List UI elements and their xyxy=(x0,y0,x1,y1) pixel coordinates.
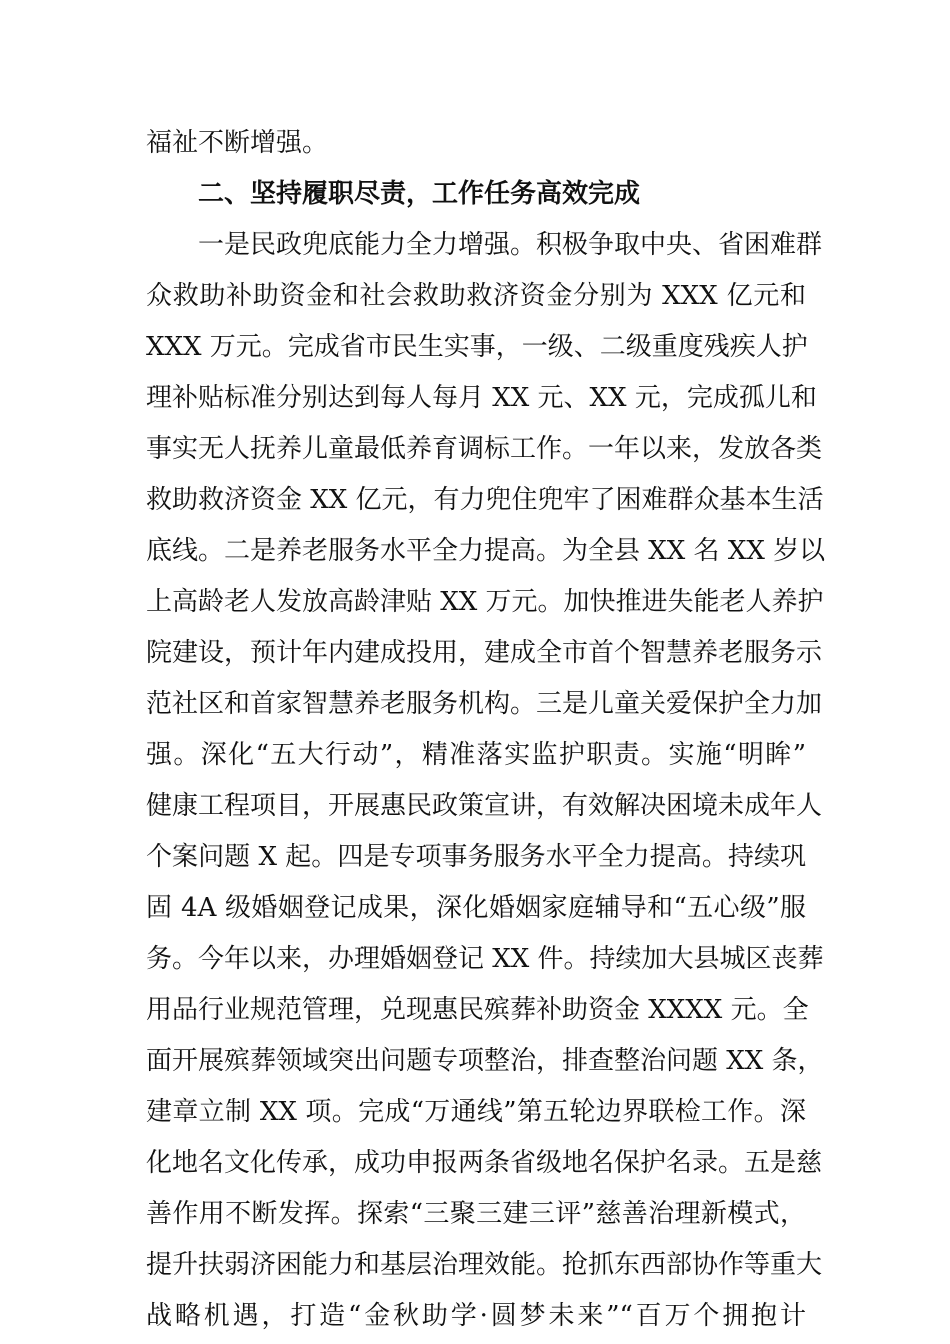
paragraph-line: 众救助补助资金和社会救助救济资金分别为 XXX 亿元和 xyxy=(146,281,806,311)
paragraph-line: 理补贴标准分别达到每人每月 XX 元、XX 元，完成孤儿和 xyxy=(146,383,817,413)
paragraph-line: 化地名文化传承，成功申报两条省级地名保护名录。五是慈 xyxy=(146,1148,823,1178)
paragraph-line: 面开展殡葬领域突出问题专项整治，排查整治问题 XX 条， xyxy=(146,1046,824,1076)
paragraph-line: 固 4A 级婚姻登记成果，深化婚姻家庭辅导和“五心级”服 xyxy=(146,893,806,923)
paragraph-line: 底线。二是养老服务水平全力提高。为全县 XX 名 XX 岁以 xyxy=(146,536,826,566)
paragraph-line: 一是民政兜底能力全力增强。积极争取中央、省困难群 xyxy=(198,230,823,260)
paragraph-line: 战略机遇，打造“金秋助学·圆梦未来”“百万个拥抱计 xyxy=(146,1301,806,1331)
paragraph-line: 提升扶弱济困能力和基层治理效能。抢抓东西部协作等重大 xyxy=(146,1250,823,1280)
paragraph-line: 范社区和首家智慧养老服务机构。三是儿童关爱保护全力加 xyxy=(146,689,823,719)
paragraph-line: 个案问题 X 起。四是专项事务服务水平全力提高。持续巩 xyxy=(146,842,806,872)
section-heading: 二、坚持履职尽责，工作任务高效完成 xyxy=(198,179,641,209)
paragraph-line: XXX 万元。完成省市民生实事，一级、二级重度残疾人护 xyxy=(146,332,808,362)
paragraph-line: 强。深化“五大行动”，精准落实监护职责。实施“明眸” xyxy=(146,740,806,770)
paragraph-line: 事实无人抚养儿童最低养育调标工作。一年以来，发放各类 xyxy=(146,434,823,464)
paragraph-line: 院建设，预计年内建成投用，建成全市首个智慧养老服务示 xyxy=(146,638,823,668)
paragraph-line: 务。今年以来，办理婚姻登记 XX 件。持续加大县城区丧葬 xyxy=(146,944,824,974)
paragraph-line: 上高龄老人发放高龄津贴 XX 万元。加快推进失能老人养护 xyxy=(146,587,824,617)
paragraph-line: 救助救济资金 XX 亿元，有力兜住兜牢了困难群众基本生活 xyxy=(146,485,824,515)
paragraph-line: 建章立制 XX 项。完成“万通线”第五轮边界联检工作。深 xyxy=(146,1097,806,1127)
paragraph-line: 用品行业规范管理，兑现惠民殡葬补助资金 XXXX 元。全 xyxy=(146,995,809,1025)
paragraph-line: 健康工程项目，开展惠民政策宣讲，有效解决困境未成年人 xyxy=(146,791,823,821)
document-body xyxy=(146,118,826,1342)
paragraph-line: 善作用不断发挥。探索“三聚三建三评”慈善治理新模式， xyxy=(146,1199,806,1229)
paragraph-line: 福祉不断增强。 xyxy=(146,128,329,158)
